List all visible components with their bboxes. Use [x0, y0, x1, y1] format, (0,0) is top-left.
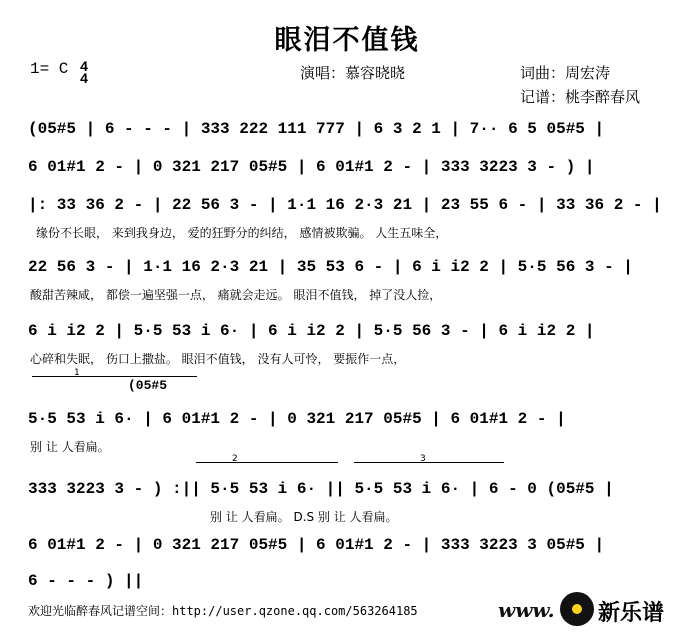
lyrics-row-3: 缘份不长眼， 来到我身边， 爱的狂野分的纠结， 感情被欺骗。 人生五味全，	[36, 226, 448, 240]
time-signature-bottom: 4	[80, 70, 88, 86]
notation-row-7: 333 3223 3 - ) :|| 5·5 53 i 6· || 5·5 53 i 6· | 6 - 0 (05#5 |	[28, 480, 614, 498]
footer-note: 欢迎光临醉春风记谱空间：http://user.qzone.qq.com/563264185	[28, 604, 418, 618]
lyrics-row-5: 心碎和失眠， 伤口上撒盐。 眼泪不值钱， 没有人可怜， 要振作一点，	[30, 352, 406, 366]
notation-row-3: |: 33 36 2 - | 22 56 3 - | 1·1 16 2·3 21 | 23 55 6 - | 33 36 2 - |	[28, 196, 662, 214]
volta-bracket-1	[32, 376, 197, 377]
intro-pickup: (05#5	[128, 378, 168, 393]
volta-label-3: 3	[420, 454, 426, 464]
notation-row-8: 6 01#1 2 - | 0 321 217 05#5 | 6 01#1 2 - | 333 3223 3 05#5 |	[28, 536, 605, 554]
page-title: 眼泪不值钱	[274, 25, 420, 56]
volta-bracket-3	[354, 462, 504, 463]
notation-row-9: 6 - - - ) ||	[28, 572, 144, 590]
time-signature	[78, 60, 90, 84]
notation-row-4: 22 56 3 - | 1·1 16 2·3 21 | 35 53 6 - | 6 i i2 2 | 5·5 56 3 - |	[28, 258, 633, 276]
lyrics-row-6: 别 让 人看扁。	[30, 440, 110, 454]
volta-bracket-2	[196, 462, 338, 463]
key-signature: 1= C	[30, 60, 69, 78]
brand-watermark	[494, 586, 694, 634]
time-signature-top: 4	[80, 58, 88, 74]
notation-row-5: 6 i i2 2 | 5·5 53 i 6· | 6 i i2 2 | 5·5 56 3 - | 6 i i2 2 |	[28, 322, 595, 340]
lyricist-composer: 词曲：周宏涛	[520, 64, 611, 82]
transcriber: 记谱：桃李醉春风	[520, 88, 641, 106]
singer: 演唱：慕容晓晓	[300, 64, 406, 82]
record-icon	[560, 592, 594, 626]
volta-label-2: 2	[232, 454, 238, 464]
brand-name: 新乐谱	[598, 601, 665, 626]
lyrics-row-4: 酸甜苦辣咸， 都偿一遍坚强一点， 痛就会走远。 眼泪不值钱， 掉了没人捡，	[30, 288, 442, 302]
notation-row-2: 6 01#1 2 - | 0 321 217 05#5 | 6 01#1 2 - | 333 3223 3 - ) |	[28, 158, 595, 176]
lyrics-row-7: 别 让 人看扁。 D.S 别 让 人看扁。	[210, 510, 398, 524]
volta-label-1: 1	[74, 368, 80, 378]
notation-row-6: 5·5 53 i 6· | 6 01#1 2 - | 0 321 217 05#5 | 6 01#1 2 - |	[28, 410, 566, 428]
notation-row-1: (05#5 | 6 - - - | 333 222 111 777 | 6 3 2 1 | 7·· 6 5 05#5 |	[28, 120, 605, 138]
brand-www: www.	[498, 598, 555, 622]
